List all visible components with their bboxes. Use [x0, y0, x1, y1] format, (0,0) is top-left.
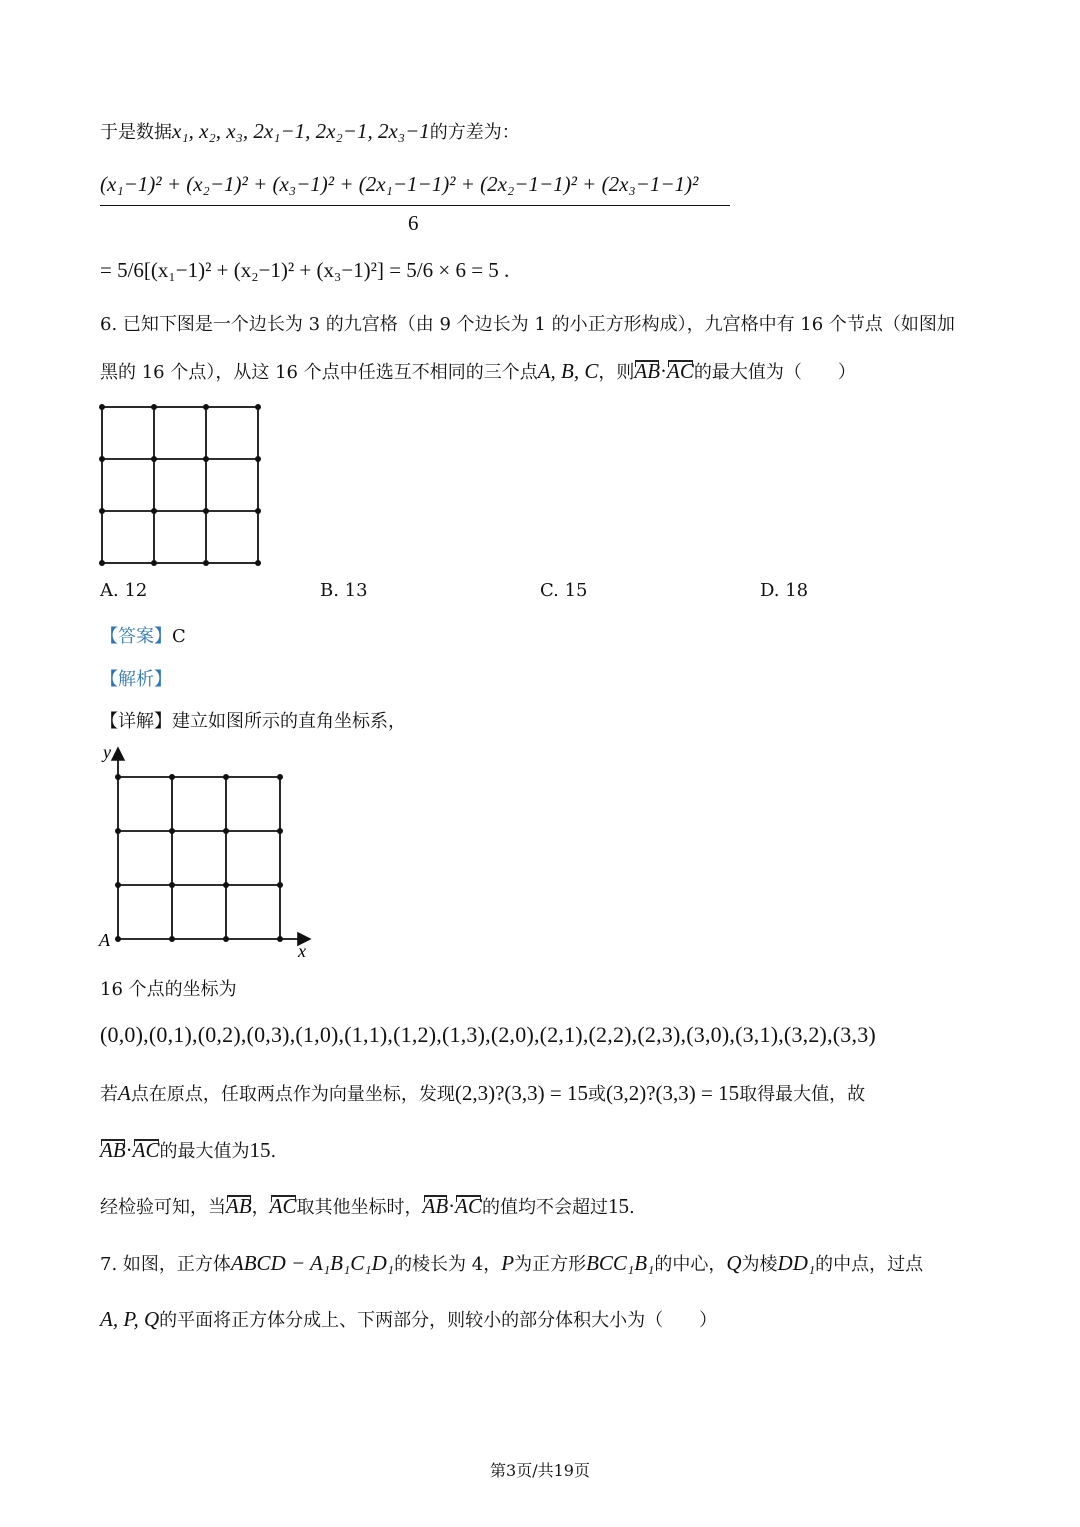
q7-l1-d: 的中心，: [654, 1254, 727, 1275]
vector-ac-3: AC: [269, 1194, 297, 1218]
detail-tag: 【详解】: [100, 711, 172, 732]
q6-line2-c: 的最大值为（ ）: [693, 362, 856, 383]
option-a: A. 12: [100, 580, 148, 601]
dot-operator-3: ·: [448, 1194, 456, 1218]
reason-or: 或: [587, 1084, 606, 1105]
answer-tag: 【答案】: [100, 626, 172, 647]
detail-line: [100, 707, 406, 733]
q7-points: A, P, Q: [100, 1307, 160, 1331]
reason-a2: 点在原点，任取两点作为向量坐标，发现: [130, 1084, 455, 1105]
dot-operator-2: ·: [125, 1138, 133, 1162]
intro-suffix: 的方差为：: [429, 122, 520, 143]
reason-end: .: [270, 1141, 277, 1162]
q7-l2-b: 的平面将正方体分成上、下两部分，则较小的部分体积大小为（ ）: [159, 1310, 718, 1331]
vector-ab-2: AB: [100, 1138, 126, 1162]
q7-l1-c: 为正方形: [514, 1254, 587, 1275]
q6-line1: 6. 已知下图是一个边长为 3 的九宫格（由 9 个边长为 1 的小正方形构成），九宫格中有 16 个节点（如图加: [100, 314, 955, 335]
vector-ac-2: AC: [132, 1138, 160, 1162]
check-c: 的值均不会超过: [482, 1197, 608, 1218]
option-b: B. 13: [320, 580, 368, 601]
reason-line2: [100, 1137, 276, 1163]
q6-line2: [100, 358, 856, 384]
coordinate-nodes: [115, 774, 283, 942]
analysis-tag: 【解析】: [100, 669, 172, 690]
q7-line1: [100, 1250, 923, 1276]
q7-l1-a: 7. 如图，正方体: [100, 1254, 231, 1275]
answer-line: [100, 622, 186, 648]
vector-ab-4: AB: [422, 1194, 449, 1218]
reason-a3: 取得最大值，故: [739, 1084, 866, 1105]
q7-line2: [100, 1306, 717, 1332]
data-list: x₁, x₂, x₃, 2x₁−1, 2x₂−1, 2x₃−1: [172, 119, 430, 143]
variance-numerator: (x₁−1)² + (x₂−1)² + (x₃−1)² + (2x₁−1−1)² + (2x₂−1−1)² + (2x₃−1−1)²: [100, 172, 699, 196]
dot-operator: ·: [660, 359, 668, 383]
check-line: [100, 1193, 635, 1219]
reason-a1: 若: [100, 1084, 118, 1105]
check-comma: ，: [251, 1197, 270, 1218]
q7-cube: ABCD − A₁B₁C₁D₁: [230, 1251, 395, 1275]
q7-p: P: [501, 1251, 515, 1275]
grid-border: [102, 407, 258, 563]
q6-line2-b: ，则: [598, 362, 635, 383]
vector-ac: AC: [667, 359, 694, 383]
coordinate-grid-figure: [95, 738, 325, 963]
grid-nodes: [99, 404, 261, 566]
check-end: .: [629, 1197, 635, 1218]
coords-list: (0,0),(0,1),(0,2),(0,3),(1,0),(1,1),(1,2),(1,3),(2,0),(2,1),(2,2),(2,3),(3,0),(3,1),(3,2),(3,3): [100, 1022, 876, 1047]
intro-prefix: 于是数据: [100, 122, 172, 143]
page-footer: 第3页/共19页: [490, 1461, 590, 1480]
fraction-bar: [100, 205, 730, 206]
reason-expr2: (3,2)?(3,3) = 15: [605, 1081, 740, 1105]
y-axis-label: y: [103, 742, 111, 762]
vector-ab: AB: [634, 359, 661, 383]
reason-b2: 的最大值为: [159, 1141, 250, 1162]
detail-text: 建立如图所示的直角坐标系，: [172, 711, 406, 732]
reason-max: 15: [249, 1138, 271, 1162]
check-a: 经检验可知，当: [100, 1197, 226, 1218]
reason-point: A: [118, 1081, 131, 1105]
x-axis-label: x: [298, 941, 306, 961]
reason-expr1: (2,3)?(3,3) = 15: [454, 1081, 588, 1105]
reason-line1: [100, 1080, 865, 1106]
coords-heading: 16 个点的坐标为: [100, 979, 237, 1000]
variance-result: = 5/6[(x₁−1)² + (x₂−1)² + (x₃−1)²] = 5/6 × 6 = 5 .: [100, 258, 510, 282]
q7-l1-b: 的棱长为 4，: [394, 1254, 502, 1275]
check-max: 15: [608, 1194, 629, 1218]
option-c: C. 15: [540, 580, 588, 601]
vector-ab-3: AB: [226, 1194, 252, 1218]
q7-q: Q: [726, 1251, 742, 1275]
q6-points: A, B, C: [537, 359, 599, 383]
variance-denominator: 6: [408, 211, 419, 235]
intro-line: [100, 118, 520, 144]
q6-line2-a: 黑的 16 个点），从这 16 个点中任选互不相同的三个点: [100, 362, 538, 383]
answer-value: C: [172, 626, 186, 647]
q7-edge: DD₁: [777, 1251, 816, 1275]
q7-square: BCC₁B₁: [586, 1251, 655, 1275]
check-b: 取其他坐标时，: [296, 1197, 423, 1218]
option-d: D. 18: [760, 580, 809, 601]
origin-label: A: [99, 930, 110, 950]
vector-ac-4: AC: [455, 1194, 482, 1218]
nine-grid-figure: [95, 400, 270, 570]
q7-l1-f: 的中点，过点: [815, 1254, 924, 1275]
q7-l1-e: 为棱: [741, 1254, 778, 1275]
